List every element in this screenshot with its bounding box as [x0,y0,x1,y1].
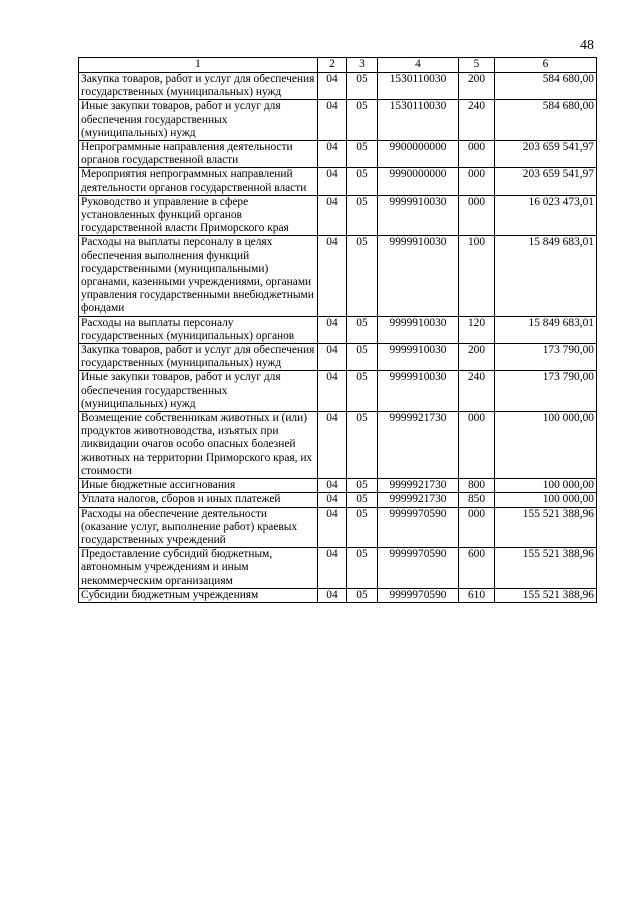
amount-cell: 155 521 388,96 [495,507,597,548]
header-cell: 4 [378,58,459,73]
amount-cell: 100 000,00 [495,479,597,493]
expense-type-cell: 850 [459,493,495,507]
expense-type-cell: 600 [459,548,495,589]
target-article-cell: 9990000000 [378,168,459,195]
target-article-cell: 9999910030 [378,316,459,343]
item-name-cell: Возмещение собственникам животных и (или) продуктов животноводства, изъятых при ликвидации очагов особо опасных болезней животных на территории Приморского края, их стоимости [79,412,318,479]
table-row [79,493,597,507]
target-article-cell: 9999921730 [378,479,459,493]
subsection-code-cell: 05 [347,588,378,602]
table-row [79,412,597,479]
section-code-cell: 04 [318,548,347,589]
target-article-cell: 9999910030 [378,371,459,412]
section-code-cell: 04 [318,100,347,141]
amount-cell: 584 680,00 [495,73,597,100]
amount-cell: 155 521 388,96 [495,548,597,589]
header-cell: 3 [347,58,378,73]
subsection-code-cell: 05 [347,371,378,412]
target-article-cell: 9999970590 [378,588,459,602]
section-code-cell: 04 [318,236,347,316]
section-code-cell: 04 [318,479,347,493]
expense-type-cell: 610 [459,588,495,602]
table-row [79,507,597,548]
expense-type-cell: 000 [459,195,495,236]
table-row [79,236,597,316]
item-name-cell: Иные бюджетные ассигнования [79,479,318,493]
subsection-code-cell: 05 [347,100,378,141]
section-code-cell: 04 [318,493,347,507]
header-cell: 1 [79,58,318,73]
amount-cell: 173 790,00 [495,344,597,371]
section-code-cell: 04 [318,316,347,343]
section-code-cell: 04 [318,412,347,479]
item-name-cell: Уплата налогов, сборов и иных платежей [79,493,318,507]
subsection-code-cell: 05 [347,141,378,168]
section-code-cell: 04 [318,168,347,195]
amount-cell: 173 790,00 [495,371,597,412]
page-number: 48 [580,38,594,53]
subsection-code-cell: 05 [347,548,378,589]
amount-cell: 100 000,00 [495,412,597,479]
table-row [79,316,597,343]
target-article-cell: 9999921730 [378,412,459,479]
budget-table [78,57,597,603]
header-cell: 6 [495,58,597,73]
amount-cell: 155 521 388,96 [495,588,597,602]
expense-type-cell: 000 [459,507,495,548]
target-article-cell: 9999910030 [378,195,459,236]
expense-type-cell: 120 [459,316,495,343]
expense-type-cell: 240 [459,100,495,141]
section-code-cell: 04 [318,588,347,602]
item-name-cell: Субсидии бюджетным учреждениям [79,588,318,602]
amount-cell: 15 849 683,01 [495,316,597,343]
amount-cell: 16 023 473,01 [495,195,597,236]
subsection-code-cell: 05 [347,168,378,195]
item-name-cell: Расходы на обеспечение деятельности (оказание услуг, выполнение работ) краевых государственных учреждений [79,507,318,548]
expense-type-cell: 200 [459,344,495,371]
table-row [79,479,597,493]
header-row [79,58,597,73]
amount-cell: 584 680,00 [495,100,597,141]
table-row [79,588,597,602]
target-article-cell: 9999910030 [378,236,459,316]
amount-cell: 203 659 541,97 [495,168,597,195]
target-article-cell: 9900000000 [378,141,459,168]
amount-cell: 203 659 541,97 [495,141,597,168]
amount-cell: 15 849 683,01 [495,236,597,316]
target-article-cell: 9999921730 [378,493,459,507]
amount-cell: 100 000,00 [495,493,597,507]
table-row [79,100,597,141]
item-name-cell: Мероприятия непрограммных направлений деятельности органов государственной власти [79,168,318,195]
target-article-cell: 1530110030 [378,100,459,141]
section-code-cell: 04 [318,73,347,100]
item-name-cell: Расходы на выплаты персоналу в целях обеспечения выполнения функций государственными (муниципальными) органами, казенными учреждениями, органами управления государственными внебюджетными фондами [79,236,318,316]
table-row [79,168,597,195]
section-code-cell: 04 [318,371,347,412]
table-row [79,344,597,371]
section-code-cell: 04 [318,195,347,236]
target-article-cell: 9999970590 [378,507,459,548]
subsection-code-cell: 05 [347,507,378,548]
expense-type-cell: 100 [459,236,495,316]
expense-type-cell: 800 [459,479,495,493]
subsection-code-cell: 05 [347,493,378,507]
table-row [79,371,597,412]
expense-type-cell: 240 [459,371,495,412]
expense-type-cell: 200 [459,73,495,100]
table-body [79,73,597,603]
subsection-code-cell: 05 [347,316,378,343]
item-name-cell: Руководство и управление в сфере установленных функций органов государственной власти Приморского края [79,195,318,236]
subsection-code-cell: 05 [347,236,378,316]
item-name-cell: Непрограммные направления деятельности органов государственной власти [79,141,318,168]
subsection-code-cell: 05 [347,73,378,100]
table-row [79,195,597,236]
header-cell: 2 [318,58,347,73]
subsection-code-cell: 05 [347,479,378,493]
item-name-cell: Закупка товаров, работ и услуг для обеспечения государственных (муниципальных) нужд [79,73,318,100]
target-article-cell: 9999910030 [378,344,459,371]
target-article-cell: 9999970590 [378,548,459,589]
expense-type-cell: 000 [459,168,495,195]
target-article-cell: 1530110030 [378,73,459,100]
section-code-cell: 04 [318,141,347,168]
expense-type-cell: 000 [459,141,495,168]
subsection-code-cell: 05 [347,195,378,236]
item-name-cell: Закупка товаров, работ и услуг для обеспечения государственных (муниципальных) нужд [79,344,318,371]
item-name-cell: Расходы на выплаты персоналу государственных (муниципальных) органов [79,316,318,343]
subsection-code-cell: 05 [347,344,378,371]
item-name-cell: Иные закупки товаров, работ и услуг для обеспечения государственных (муниципальных) нужд [79,100,318,141]
table-row [79,141,597,168]
table-row [79,73,597,100]
section-code-cell: 04 [318,344,347,371]
subsection-code-cell: 05 [347,412,378,479]
item-name-cell: Предоставление субсидий бюджетным, автономным учреждениям и иным некоммерческим организациям [79,548,318,589]
header-cell: 5 [459,58,495,73]
section-code-cell: 04 [318,507,347,548]
table-row [79,548,597,589]
expense-type-cell: 000 [459,412,495,479]
item-name-cell: Иные закупки товаров, работ и услуг для обеспечения государственных (муниципальных) нужд [79,371,318,412]
